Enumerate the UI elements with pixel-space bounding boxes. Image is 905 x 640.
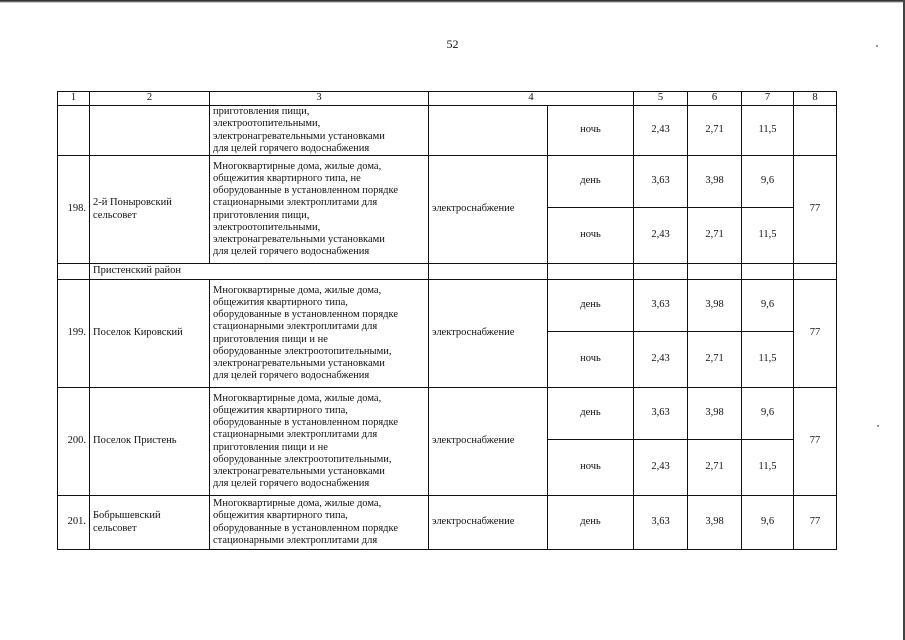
value-col6: 3,98 bbox=[688, 156, 742, 208]
consumer-description: Многоквартирные дома, жилые дома, общежития квартирного типа, оборудованные в установленном порядке стационарными электроплитами для bbox=[210, 496, 429, 550]
service-type: электроснабжение bbox=[429, 280, 548, 388]
service-type bbox=[429, 106, 548, 156]
period-label: ночь bbox=[548, 106, 634, 156]
table-row bbox=[58, 106, 837, 156]
header-cell: 3 bbox=[210, 92, 429, 106]
page-number: 52 bbox=[446, 37, 459, 51]
period-label: день bbox=[548, 388, 634, 440]
table-row bbox=[58, 388, 837, 440]
settlement-name: Поселок Пристень bbox=[90, 388, 210, 496]
value-col5: 2,43 bbox=[634, 332, 688, 388]
row-number: 200. bbox=[58, 388, 90, 496]
row-number bbox=[58, 106, 90, 156]
value-col6: 2,71 bbox=[688, 440, 742, 496]
row-number: 198. bbox=[58, 156, 90, 264]
value-col8: 77 bbox=[794, 280, 837, 388]
header-cell: 6 bbox=[688, 92, 742, 106]
consumer-description: Многоквартирные дома, жилые дома, общежития квартирного типа, оборудованные в установленном порядке стационарными электроплитами для приготовления пищи и не оборудованные электроотопительными, электронагревательными установками для целей горячего водоснабжения bbox=[210, 388, 429, 496]
period-label: день bbox=[548, 156, 634, 208]
district-row bbox=[58, 264, 837, 280]
district-name: Пристенский район bbox=[90, 264, 429, 280]
value-col5: 2,43 bbox=[634, 440, 688, 496]
period-label: день bbox=[548, 496, 634, 550]
settlement-name: Поселок Кировский bbox=[90, 280, 210, 388]
period-label bbox=[548, 264, 634, 280]
header-cell: 1 bbox=[58, 92, 90, 106]
scan-edge-top bbox=[0, 0, 905, 3]
value-col7: 9,6 bbox=[742, 496, 794, 550]
period-label: день bbox=[548, 280, 634, 332]
value-col7: 11,5 bbox=[742, 106, 794, 156]
value-col8 bbox=[794, 264, 837, 280]
value-col5: 3,63 bbox=[634, 280, 688, 332]
settlement-name: Бобрышевский сельсовет bbox=[90, 496, 210, 550]
value-col7: 9,6 bbox=[742, 388, 794, 440]
table-row bbox=[58, 496, 837, 550]
table-row bbox=[58, 156, 837, 208]
table-row bbox=[58, 280, 837, 332]
value-col7: 11,5 bbox=[742, 208, 794, 264]
value-col7: 9,6 bbox=[742, 280, 794, 332]
service-type: электроснабжение bbox=[429, 496, 548, 550]
value-col8: 77 bbox=[794, 156, 837, 264]
scan-speck bbox=[877, 425, 879, 427]
period-label: ночь bbox=[548, 332, 634, 388]
value-col8: 77 bbox=[794, 496, 837, 550]
value-col5 bbox=[634, 264, 688, 280]
value-col8: 77 bbox=[794, 388, 837, 496]
value-col5: 3,63 bbox=[634, 156, 688, 208]
value-col5: 3,63 bbox=[634, 388, 688, 440]
value-col5: 2,43 bbox=[634, 106, 688, 156]
value-col6 bbox=[688, 264, 742, 280]
tariff-table bbox=[57, 91, 837, 550]
service-type: электроснабжение bbox=[429, 388, 548, 496]
row-number bbox=[58, 264, 90, 280]
value-col6: 3,98 bbox=[688, 496, 742, 550]
value-col7 bbox=[742, 264, 794, 280]
header-cell: 7 bbox=[742, 92, 794, 106]
header-row bbox=[58, 92, 837, 106]
period-label: ночь bbox=[548, 440, 634, 496]
service-type: электроснабжение bbox=[429, 156, 548, 264]
row-number: 201. bbox=[58, 496, 90, 550]
value-col8 bbox=[794, 106, 837, 156]
header-cell: 5 bbox=[634, 92, 688, 106]
value-col7: 11,5 bbox=[742, 440, 794, 496]
consumer-description: приготовления пищи, электроотопительными, электронагревательными установками для целей горячего водоснабжения bbox=[210, 106, 429, 156]
header-cell: 2 bbox=[90, 92, 210, 106]
value-col6: 2,71 bbox=[688, 208, 742, 264]
consumer-description: Многоквартирные дома, жилые дома, общежития квартирного типа, не оборудованные в установленном порядке стационарными электроплитами для приготовления пищи, электроотопительными, электронагревательными установками для целей горячего водоснабжения bbox=[210, 156, 429, 264]
period-label: ночь bbox=[548, 208, 634, 264]
value-col7: 9,6 bbox=[742, 156, 794, 208]
value-col6: 3,98 bbox=[688, 280, 742, 332]
row-number: 199. bbox=[58, 280, 90, 388]
value-col7: 11,5 bbox=[742, 332, 794, 388]
value-col6: 2,71 bbox=[688, 106, 742, 156]
value-col5: 3,63 bbox=[634, 496, 688, 550]
value-col6: 2,71 bbox=[688, 332, 742, 388]
value-col5: 2,43 bbox=[634, 208, 688, 264]
service-type bbox=[429, 264, 548, 280]
header-cell: 4 bbox=[429, 92, 634, 106]
settlement-name bbox=[90, 106, 210, 156]
settlement-name: 2-й Поныровский сельсовет bbox=[90, 156, 210, 264]
value-col6: 3,98 bbox=[688, 388, 742, 440]
header-cell: 8 bbox=[794, 92, 837, 106]
consumer-description: Многоквартирные дома, жилые дома, общежития квартирного типа, оборудованные в установленном порядке стационарными электроплитами для приготовления пищи и не оборудованные электроотопительными, электронагревательными установками для целей горячего водоснабжения bbox=[210, 280, 429, 388]
